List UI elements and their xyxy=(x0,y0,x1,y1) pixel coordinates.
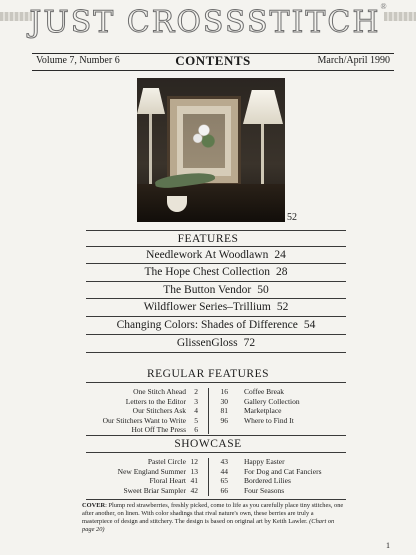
regular-feature-title[interactable]: Marketplace xyxy=(244,406,282,416)
regular-feature-page: 81 xyxy=(220,406,228,416)
regular-feature-title[interactable]: Our Stitchers Want to Write xyxy=(102,415,186,425)
cover-text: : Plump red strawberries, freshly picked, come to life as you carefully place tiny stitches, one after another, on linen. With color shadings that rival nature's own, these berries are truly a masterpiece of design and stitchery. The design is based on original art by Keith Lawler. xyxy=(82,502,344,525)
features-heading: FEATURES xyxy=(177,233,239,245)
issue-number: Volume 7, Number 6 xyxy=(36,55,120,66)
feature-title: Needlework At Woodlawn xyxy=(146,249,269,261)
regular-feature-title[interactable]: Hot Off The Press xyxy=(131,425,186,435)
frame-mat xyxy=(177,106,231,176)
showcase-title[interactable]: Sweet Briar Sampler xyxy=(123,485,186,495)
regular-feature-page: 2 xyxy=(194,387,198,396)
regular-feature-title[interactable]: Where to Find It xyxy=(244,415,294,425)
showcase-page: 12 xyxy=(190,457,198,466)
showcase-page: 43 xyxy=(220,457,228,466)
rule-line xyxy=(86,435,346,436)
feature-page: 54 xyxy=(303,319,316,331)
feature-page: 24 xyxy=(274,249,286,261)
feature-item[interactable] xyxy=(86,249,346,261)
showcase-left-titles xyxy=(60,457,186,495)
regular-feature-title[interactable]: Gallery Collection xyxy=(244,396,300,406)
trillium-artwork xyxy=(183,114,225,168)
showcase-page: 42 xyxy=(190,485,198,495)
contents-title: CONTENTS xyxy=(175,53,251,68)
feature-title: Wildflower Series–Trillium xyxy=(143,301,271,313)
column-divider xyxy=(208,458,209,496)
feature-title: The Button Vendor xyxy=(163,284,252,296)
lamp-left-pole xyxy=(149,114,152,184)
showcase-page: 44 xyxy=(220,466,228,476)
regular-feature-page: 6 xyxy=(194,425,198,435)
regular-features-left-titles xyxy=(60,387,186,435)
showcase-page: 13 xyxy=(190,466,198,476)
feature-item[interactable] xyxy=(86,337,346,349)
feature-title: GlissenGloss xyxy=(176,337,238,349)
feature-page: 50 xyxy=(257,284,269,296)
showcase-title[interactable]: Floral Heart xyxy=(149,476,186,486)
rule-line xyxy=(86,499,346,500)
feature-item[interactable] xyxy=(86,266,346,278)
showcase-title[interactable]: Happy Easter xyxy=(244,457,285,466)
rule-line xyxy=(86,263,346,264)
feature-title: The Hope Chest Collection xyxy=(144,266,271,278)
regular-feature-title[interactable]: Letters to the Editor xyxy=(125,396,186,406)
writing-desk xyxy=(137,184,285,222)
showcase-left-pages xyxy=(182,457,198,495)
regular-feature-title[interactable]: Coffee Break xyxy=(244,387,285,396)
column-divider xyxy=(208,388,209,434)
feature-item[interactable] xyxy=(86,284,346,296)
regular-feature-page: 16 xyxy=(220,387,228,396)
showcase-title[interactable]: New England Summer xyxy=(117,466,186,476)
showcase-title[interactable]: Four Seasons xyxy=(244,485,285,495)
masthead xyxy=(0,2,416,44)
contents-header-bar xyxy=(32,53,394,71)
masthead-title: JUST CROSSSTITCH xyxy=(29,5,381,40)
rule-line xyxy=(86,281,346,282)
regular-feature-page: 3 xyxy=(194,396,198,406)
photo-page-ref: 52 xyxy=(287,212,297,223)
feature-title: Changing Colors: Shades of Difference xyxy=(116,319,298,331)
regular-features-right-titles xyxy=(244,387,364,425)
feature-page: 72 xyxy=(243,337,256,349)
regular-features-heading: REGULAR FEATURES xyxy=(146,368,270,380)
registered-mark: ® xyxy=(380,2,387,11)
regular-feature-page: 30 xyxy=(220,396,228,406)
regular-feature-page: 5 xyxy=(194,415,198,425)
showcase-title[interactable]: Pastel Circle xyxy=(147,457,186,466)
page-number: 1 xyxy=(386,541,390,550)
regular-feature-title[interactable]: One Stitch Ahead xyxy=(133,387,186,396)
showcase-page: 41 xyxy=(190,476,198,486)
feature-page: 28 xyxy=(276,266,288,278)
cover-chart-ref[interactable]: (Chart on page 20) xyxy=(82,518,335,533)
cover-description xyxy=(82,502,344,534)
showcase-right-titles xyxy=(244,457,374,495)
showcase-title[interactable]: For Dog and Cat Fanciers xyxy=(244,466,322,476)
showcase-heading: SHOWCASE xyxy=(174,438,242,450)
rule-line xyxy=(86,452,346,453)
regular-feature-page: 4 xyxy=(194,406,198,416)
rule-line xyxy=(86,230,346,231)
rule-line xyxy=(86,334,346,335)
regular-feature-page: 96 xyxy=(220,415,228,425)
showcase-right-pages xyxy=(214,457,228,495)
rule-line xyxy=(86,298,346,299)
showcase-title[interactable]: Bordered Lilies xyxy=(244,476,291,486)
rule-line xyxy=(86,316,346,317)
rule-line xyxy=(86,246,346,247)
rule-line xyxy=(86,382,346,383)
regular-features-left-pages xyxy=(186,387,198,435)
feature-photo xyxy=(137,78,285,222)
issue-date: March/April 1990 xyxy=(317,55,390,66)
regular-features-right-pages xyxy=(214,387,228,425)
feature-item[interactable] xyxy=(86,301,346,313)
cover-label: COVER xyxy=(82,502,106,509)
feature-page: 52 xyxy=(276,301,289,313)
regular-feature-title[interactable]: Our Stitchers Ask xyxy=(132,406,186,416)
showcase-page: 66 xyxy=(220,485,228,495)
rule-line xyxy=(86,352,346,353)
feature-item[interactable] xyxy=(86,319,346,331)
showcase-page: 65 xyxy=(220,476,228,486)
